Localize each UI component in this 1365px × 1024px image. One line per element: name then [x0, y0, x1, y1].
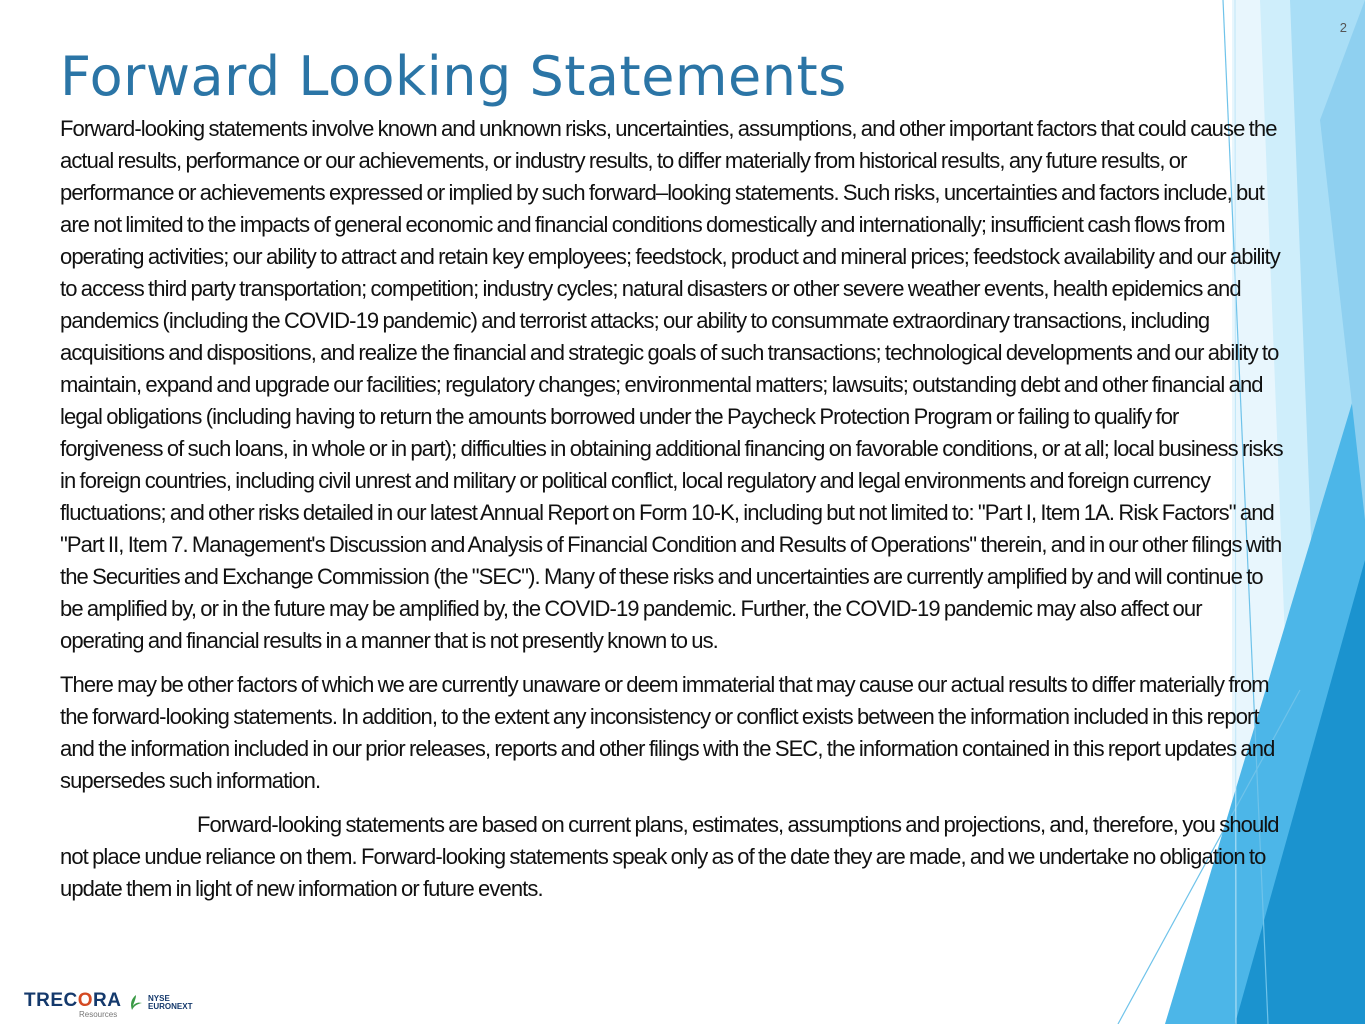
- paragraph-risks: Forward-looking statements involve known and unknown risks, uncertainties, assumptions, and other important factors that could cause the actual results, performance or our achievements, or industry results, to differ materially from historical results, any future results, or performance or achievements expressed or implied by such forward–looking statements. Such risks, uncertainties and factors include, but are not limited to the impacts of general economic and financial conditions domestically and internationally; insufficient cash flows from operating activities; our ability to attract and retain key employees; feedstock, product and mineral prices; feedstock availability and our ability to access third party transportation; competition; industry cycles; natural disasters or other severe weather events, health epidemics and pandemics (including the COVID-19 pandemic) and terrorist attacks; our ability to consummate extraordinary transactions, including acquisitions and dispositions, and realize the financial and strategic goals of such transactions; technological developments and our ability to maintain, expand and upgrade our facilities; regulatory changes; environmental matters; lawsuits; outstanding debt and other financial and legal obligations (including having to return the amounts borrowed under the Paycheck Protection Program or failing to qualify for forgiveness of such loans, in whole or in part); difficulties in obtaining additional financing on favorable conditions, or at all; local business risks in foreign countries, including civil unrest and military or political conflict, local regulatory and legal environments and foreign currency fluctuations; and other risks detailed in our latest Annual Report on Form 10-K, including but not limited to: "Part I, Item 1A. Risk Factors" and "Part II, Item 7. Management's Discussion and Analysis of Financial Condition and Results of Operations" therein, and in our other filings with the Securities and Exchange Commission (the "SEC"). Many of these risks and uncertainties are currently amplified by and will continue to be amplified by, or in the future may be amplified by, the COVID-19 pandemic. Further, the COVID-19 pandemic may also affect our operating and financial results in a manner that is not presently known to us.: [60, 116, 1283, 653]
- paragraph-other-factors: There may be other factors of which we are currently unaware or deem immaterial that may cause our actual results to differ materially from the forward-looking statements. In addition, to the extent any inconsistency or conflict exists between the information included in this report and the information included in our prior releases, reports and other filings with the SEC, the information contained in this report updates and supersedes such information.: [60, 672, 1275, 793]
- statement-body: [60, 113, 1285, 917]
- page-number: 2: [1339, 20, 1347, 35]
- nyse-leaf-icon: [128, 994, 144, 1012]
- page-title: Forward Looking Statements: [60, 45, 847, 108]
- trecora-subtitle: Resources: [79, 1010, 118, 1019]
- nyse-text: NYSE EURONEXT: [148, 994, 193, 1011]
- nyse-euronext-logo: [128, 994, 192, 1012]
- trecora-wordmark: TRECORA: [24, 990, 122, 1011]
- trecora-logo: [24, 991, 124, 1019]
- paragraph-reliance: Forward-looking statements are based on current plans, estimates, assumptions and projections, and, therefore, you should not place undue reliance on them. Forward-looking statements speak only as of the date they are made, and we undertake no obligation to update them in light of new information or future events.: [60, 812, 1279, 901]
